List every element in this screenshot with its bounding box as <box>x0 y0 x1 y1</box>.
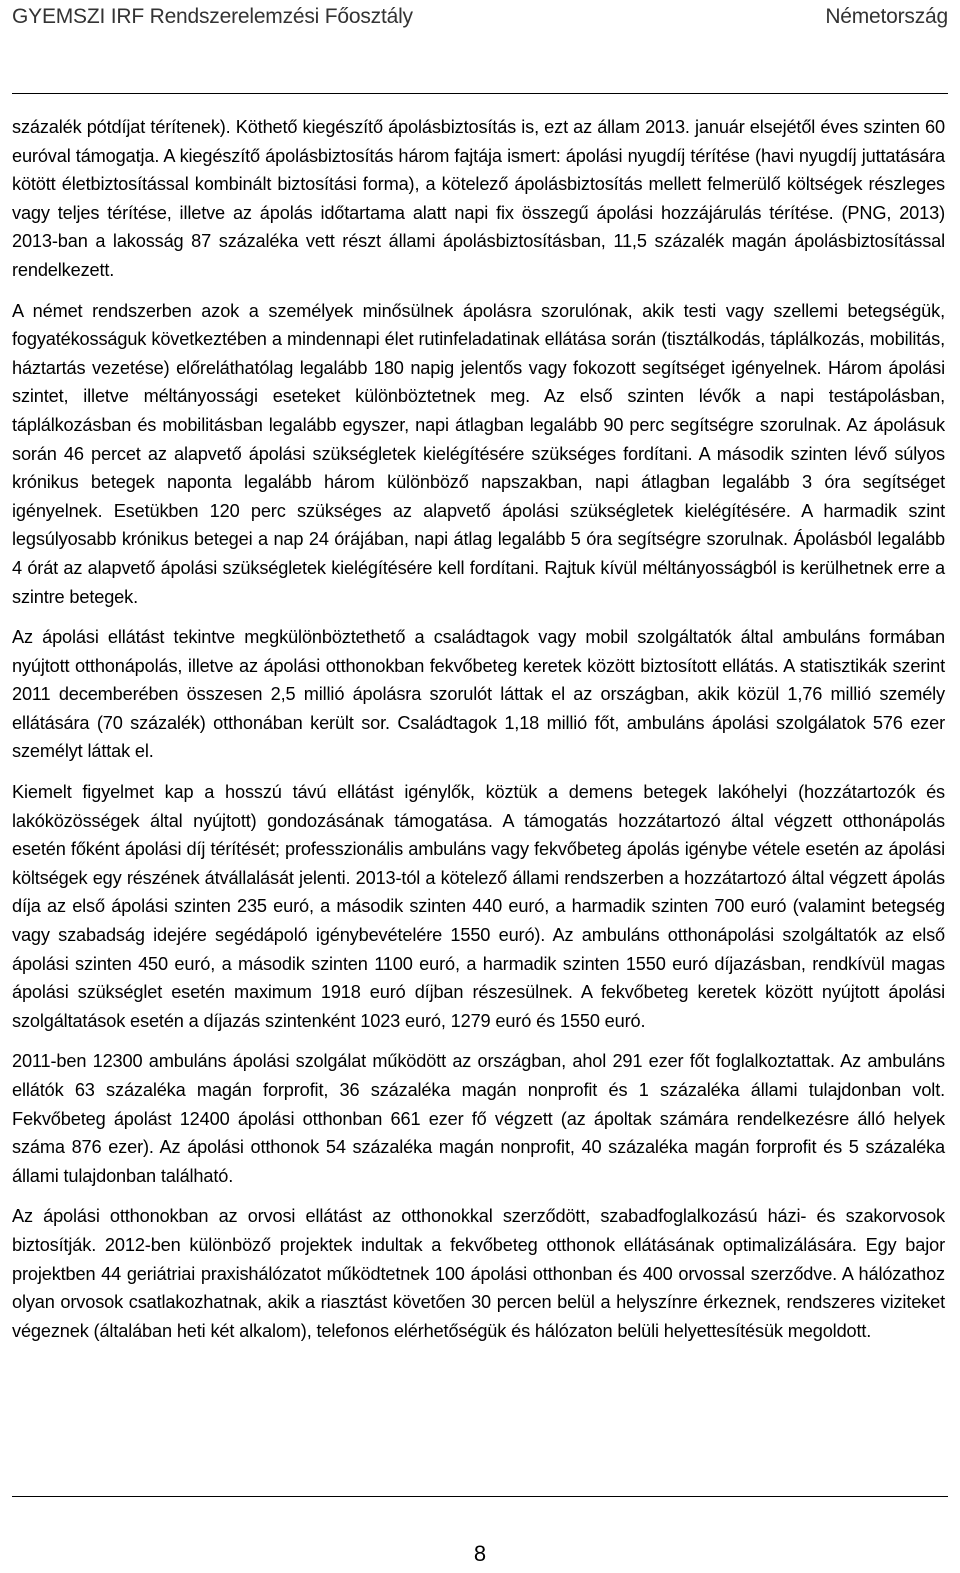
paragraph: Kiemelt figyelmet kap a hosszú távú ellátást igénylők, köztük a demens betegek lakóhelyi (hozzátartozók és lakóközösségek által nyújtott) gondozásának támogatása. A támogatás hozzátartozó által végzett otthonápolás esetén főként ápolási díj térítését; professzionális ambuláns vagy fekvőbeteg ápolás igénybe vétele esetén az ápolási költségek egy részének átvállalását jelenti. 2013-tól a kötelező állami rendszerben a hozzátartozó által végzett ápolás díja az első ápolási szinten 235 euró, a második szinten 440 euró, a harmadik szinten 700 euró (valamint betegség vagy szabadság idejére segédápoló igénybevételére 1550 euró). Az ambuláns otthonápolási szolgáltatók az első ápolási szinten 450 euró, a második szinten 1100 euró, a harmadik szinten 1550 euró díjazásban, rendkívül magas ápolási szükséglet esetén maximum 1918 euró díjban részesülnek. A fekvőbeteg keretek között nyújtott ápolási szolgáltatások esetén a díjazás szintenként 1023 euró, 1279 euró és 1550 euró. <box>12 782 945 1031</box>
header-organization: GYEMSZI IRF Rendszerelemzési Főosztály <box>12 5 413 28</box>
paragraph: 2011-ben 12300 ambuláns ápolási szolgálat működött az országban, ahol 291 ezer főt foglalkoztattak. Az ambuláns ellátók 63 százaléka magán forprofit, 36 százaléka magán nonprofit és 1 százaléka állami tulajdonban volt. Fekvőbeteg ápolást 12400 ápolási otthonban 661 ezer fő végzett (az ápoltak számára rendelkezésre álló helyek száma 876 ezer). Az ápolási otthonok 54 százaléka magán nonprofit, 40 százaléka magán forprofit és 5 százaléka állami tulajdonban található. <box>12 1051 945 1186</box>
document-body <box>12 113 945 1357</box>
paragraph: százalék pótdíjat térítenek). Köthető kiegészítő ápolásbiztosítás is, ezt az állam 2013. január elsejétől éves szinten 60 euróval támogatja. A kiegészítő ápolásbiztosítás három fajtája ismert: ápolási nyugdíj térítése (havi nyugdíj juttatására kötött életbiztosítással kombinált biztosítási forma), a kötelező ápolásbiztosítás mellett felmerülő költségek részleges vagy teljes térítése, illetve az ápolás időtartama alatt napi fix összegű ápolási hozzájárulás térítése. (PNG, 2013) 2013-ban a lakosság 87 százaléka vett részt állami ápolásbiztosításban, 11,5 százalék magán ápolásbiztosítással rendelkezett. <box>12 117 945 280</box>
page-number: 8 <box>473 1541 487 1566</box>
paragraph: Az ápolási ellátást tekintve megkülönböztethető a családtagok vagy mobil szolgáltatók által ambuláns formában nyújtott otthonápolás, illetve az ápolási otthonokban fekvőbeteg keretek között biztosított ellátás. A statisztikák szerint 2011 decemberében összesen 2,5 millió ápolásra szorulót láttak el az országban, akik közül 1,76 millió személy ellátására (70 százalék) otthonában került sor. Családtagok 1,18 millió főt, ambuláns ápolási szolgálatok 576 ezer személyt láttak el. <box>12 627 945 762</box>
header-divider <box>12 93 948 94</box>
paragraph: A német rendszerben azok a személyek minősülnek ápolásra szorulónak, akik testi vagy szellemi betegségük, fogyatékosságuk következtében a mindennapi élet rutinfeladatinak ellátása során (tisztálkodás, táplálkozás, mobilitás, háztartás vezetése) előreláthatólag legalább 180 napig jelentős vagy fokozott segítséget igényelnek. Három ápolási szintet, illetve méltányossági eseteket különböztetnek meg. Az első szinten lévők a napi testápolásban, táplálkozásban és mobilitásban legalább egyszer, napi átlagban legalább 90 perc segítségre szorulnak. Az ápolásuk során 46 percet az alapvető ápolási szükségletek kielégítésére szükséges fordítani. A második szinten lévő súlyos krónikus betegek naponta legalább három különböző napszakban, napi átlagban legalább 3 óra segítséget igényelnek. Esetükben 120 perc szükséges az alapvető ápolási szükségletek kielégítésére. A harmadik szint legsúlyosabb krónikus betegei a nap 24 órájában, napi átlag legalább 5 óra segítségre szorulnak. Ápolásból legalább 4 órát az alapvető ápolási szükségletek kielégítésére kell fordítani. Rajtuk kívül méltányosságból is kerülhetnek erre a szintre betegek. <box>12 300 945 607</box>
header-country: Németország <box>825 5 948 28</box>
footer-divider <box>12 1496 948 1497</box>
page-header <box>12 0 948 34</box>
paragraph: Az ápolási otthonokban az orvosi ellátást az otthonokkal szerződött, szabadfoglalkozású házi- és szakorvosok biztosítják. 2012-ben különböző projektek indultak a fekvőbeteg otthonok ellátásának optimalizálására. Egy bajor projektben 44 geriátriai praxishálózatot működtetnek 100 ápolási otthonban és 400 orvossal szerződve. A hálózathoz olyan orvosok csatlakozhatnak, akik a riasztást követően 30 percen belül a helyszínre érkeznek, rendszeres viziteket végeznek (általában heti két alkalom), telefonos elérhetőségük és hálózaton belüli helyettesítésük megoldott. <box>12 1206 945 1341</box>
